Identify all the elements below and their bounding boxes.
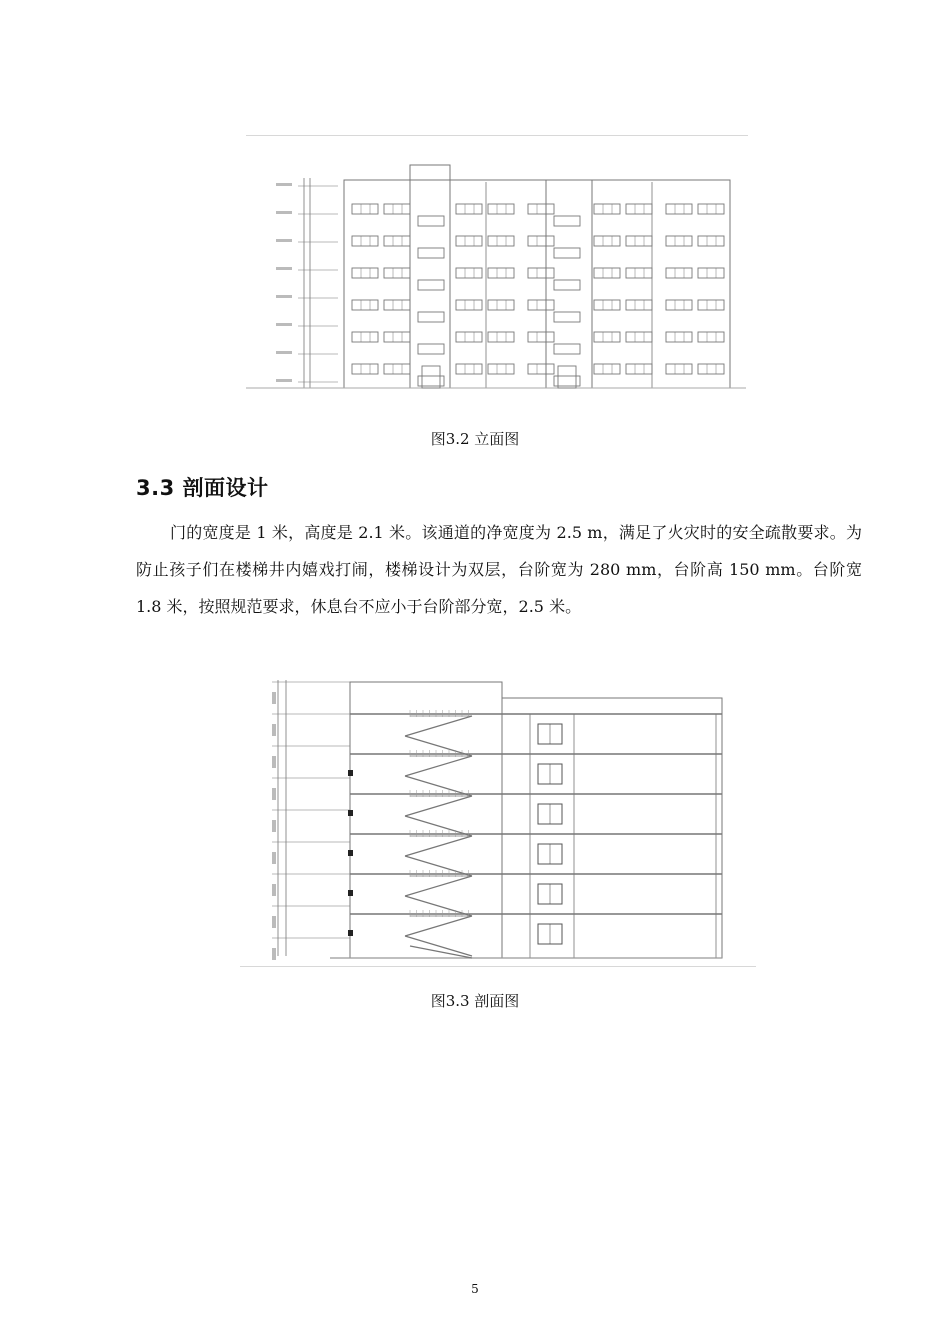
page-number: 5 bbox=[471, 1282, 479, 1296]
window bbox=[626, 332, 652, 342]
window bbox=[488, 236, 514, 246]
section-heading: 3.3 剖面设计 bbox=[136, 476, 269, 500]
door bbox=[422, 366, 440, 388]
stair-window bbox=[418, 312, 444, 322]
stair-flight bbox=[405, 916, 472, 936]
dimension-label-mark bbox=[276, 323, 292, 326]
window bbox=[384, 268, 410, 278]
dimension-label-mark bbox=[272, 692, 276, 704]
window bbox=[528, 364, 554, 374]
window bbox=[626, 268, 652, 278]
dimension-label-mark bbox=[276, 239, 292, 242]
window bbox=[594, 364, 620, 374]
stair-tower bbox=[410, 165, 450, 388]
stair-tower bbox=[546, 180, 592, 388]
window bbox=[352, 236, 378, 246]
window bbox=[594, 300, 620, 310]
dimension-label-mark bbox=[272, 884, 276, 896]
dimension-label-mark bbox=[276, 267, 292, 270]
window bbox=[698, 332, 724, 342]
dimension-label-mark bbox=[276, 379, 292, 382]
window bbox=[384, 300, 410, 310]
dimension-label-mark bbox=[276, 351, 292, 354]
figure-top-rule bbox=[246, 135, 748, 136]
window bbox=[384, 332, 410, 342]
figure-caption-elevation: 图3.2 立面图 bbox=[430, 430, 520, 448]
window bbox=[352, 300, 378, 310]
window bbox=[666, 300, 692, 310]
figure-caption-section: 图3.3 剖面图 bbox=[430, 992, 520, 1010]
stair-flight bbox=[410, 946, 472, 958]
stair-window bbox=[418, 248, 444, 258]
window bbox=[488, 364, 514, 374]
stair-window bbox=[418, 216, 444, 226]
stair-flight bbox=[405, 876, 472, 896]
stair-flight bbox=[405, 796, 472, 816]
window bbox=[594, 204, 620, 214]
window bbox=[594, 332, 620, 342]
section-drawing bbox=[240, 676, 756, 966]
window bbox=[456, 268, 482, 278]
beam bbox=[348, 890, 353, 896]
figure-bottom-rule bbox=[240, 966, 756, 967]
dimension-label-mark bbox=[272, 948, 276, 960]
window bbox=[666, 364, 692, 374]
window bbox=[698, 300, 724, 310]
stair-shaft bbox=[350, 682, 502, 958]
window bbox=[594, 268, 620, 278]
dimension-label-mark bbox=[272, 756, 276, 768]
dimension-label-mark bbox=[272, 724, 276, 736]
dimension-label-mark bbox=[276, 183, 292, 186]
dimension-label-mark bbox=[272, 916, 276, 928]
window bbox=[352, 204, 378, 214]
stair-window bbox=[554, 280, 580, 290]
stair-flight bbox=[405, 836, 472, 856]
window bbox=[698, 268, 724, 278]
window bbox=[528, 236, 554, 246]
window bbox=[528, 268, 554, 278]
window bbox=[626, 364, 652, 374]
stair-window bbox=[554, 216, 580, 226]
window bbox=[488, 204, 514, 214]
window bbox=[666, 268, 692, 278]
beam bbox=[348, 850, 353, 856]
door bbox=[558, 366, 576, 388]
stair-window bbox=[418, 344, 444, 354]
window bbox=[488, 300, 514, 310]
stair-flight bbox=[405, 756, 472, 776]
window bbox=[666, 332, 692, 342]
dimension-label-mark bbox=[272, 820, 276, 832]
window bbox=[528, 300, 554, 310]
window bbox=[626, 236, 652, 246]
stair-flight bbox=[405, 936, 472, 956]
window bbox=[384, 204, 410, 214]
window bbox=[626, 300, 652, 310]
window bbox=[698, 236, 724, 246]
window bbox=[384, 364, 410, 374]
stair-window bbox=[554, 312, 580, 322]
window bbox=[528, 332, 554, 342]
window bbox=[456, 332, 482, 342]
beam bbox=[348, 930, 353, 936]
window bbox=[626, 204, 652, 214]
window bbox=[456, 364, 482, 374]
window bbox=[698, 204, 724, 214]
window bbox=[666, 204, 692, 214]
window bbox=[352, 332, 378, 342]
stair-window bbox=[418, 280, 444, 290]
dimension-label-mark bbox=[276, 211, 292, 214]
window bbox=[384, 236, 410, 246]
dimension-label-mark bbox=[272, 852, 276, 864]
stair-flight bbox=[405, 716, 472, 736]
stair-window bbox=[554, 344, 580, 354]
window bbox=[456, 204, 482, 214]
dimension-label-mark bbox=[276, 295, 292, 298]
window bbox=[666, 236, 692, 246]
window bbox=[698, 364, 724, 374]
stair-window bbox=[554, 248, 580, 258]
elevation-drawing bbox=[246, 160, 746, 395]
dimension-label-mark bbox=[272, 788, 276, 800]
body-paragraph: 门的宽度是 1 米，高度是 2.1 米。该通道的净宽度为 2.5 m，满足了火灾时的安全疏散要求。为防止孩子们在楼梯井内嬉戏打闹，楼梯设计为双层，台阶宽为 280 mm，台阶高 150 mm。台阶宽 1.8 米，按照规范要求，休息台不应小于台阶部分宽，2.5 米。 bbox=[136, 523, 862, 616]
window bbox=[352, 268, 378, 278]
beam bbox=[348, 770, 353, 776]
beam bbox=[348, 810, 353, 816]
window bbox=[488, 332, 514, 342]
window bbox=[528, 204, 554, 214]
window bbox=[352, 364, 378, 374]
window bbox=[456, 236, 482, 246]
window bbox=[488, 268, 514, 278]
window bbox=[594, 236, 620, 246]
building-section bbox=[502, 698, 722, 958]
window bbox=[456, 300, 482, 310]
